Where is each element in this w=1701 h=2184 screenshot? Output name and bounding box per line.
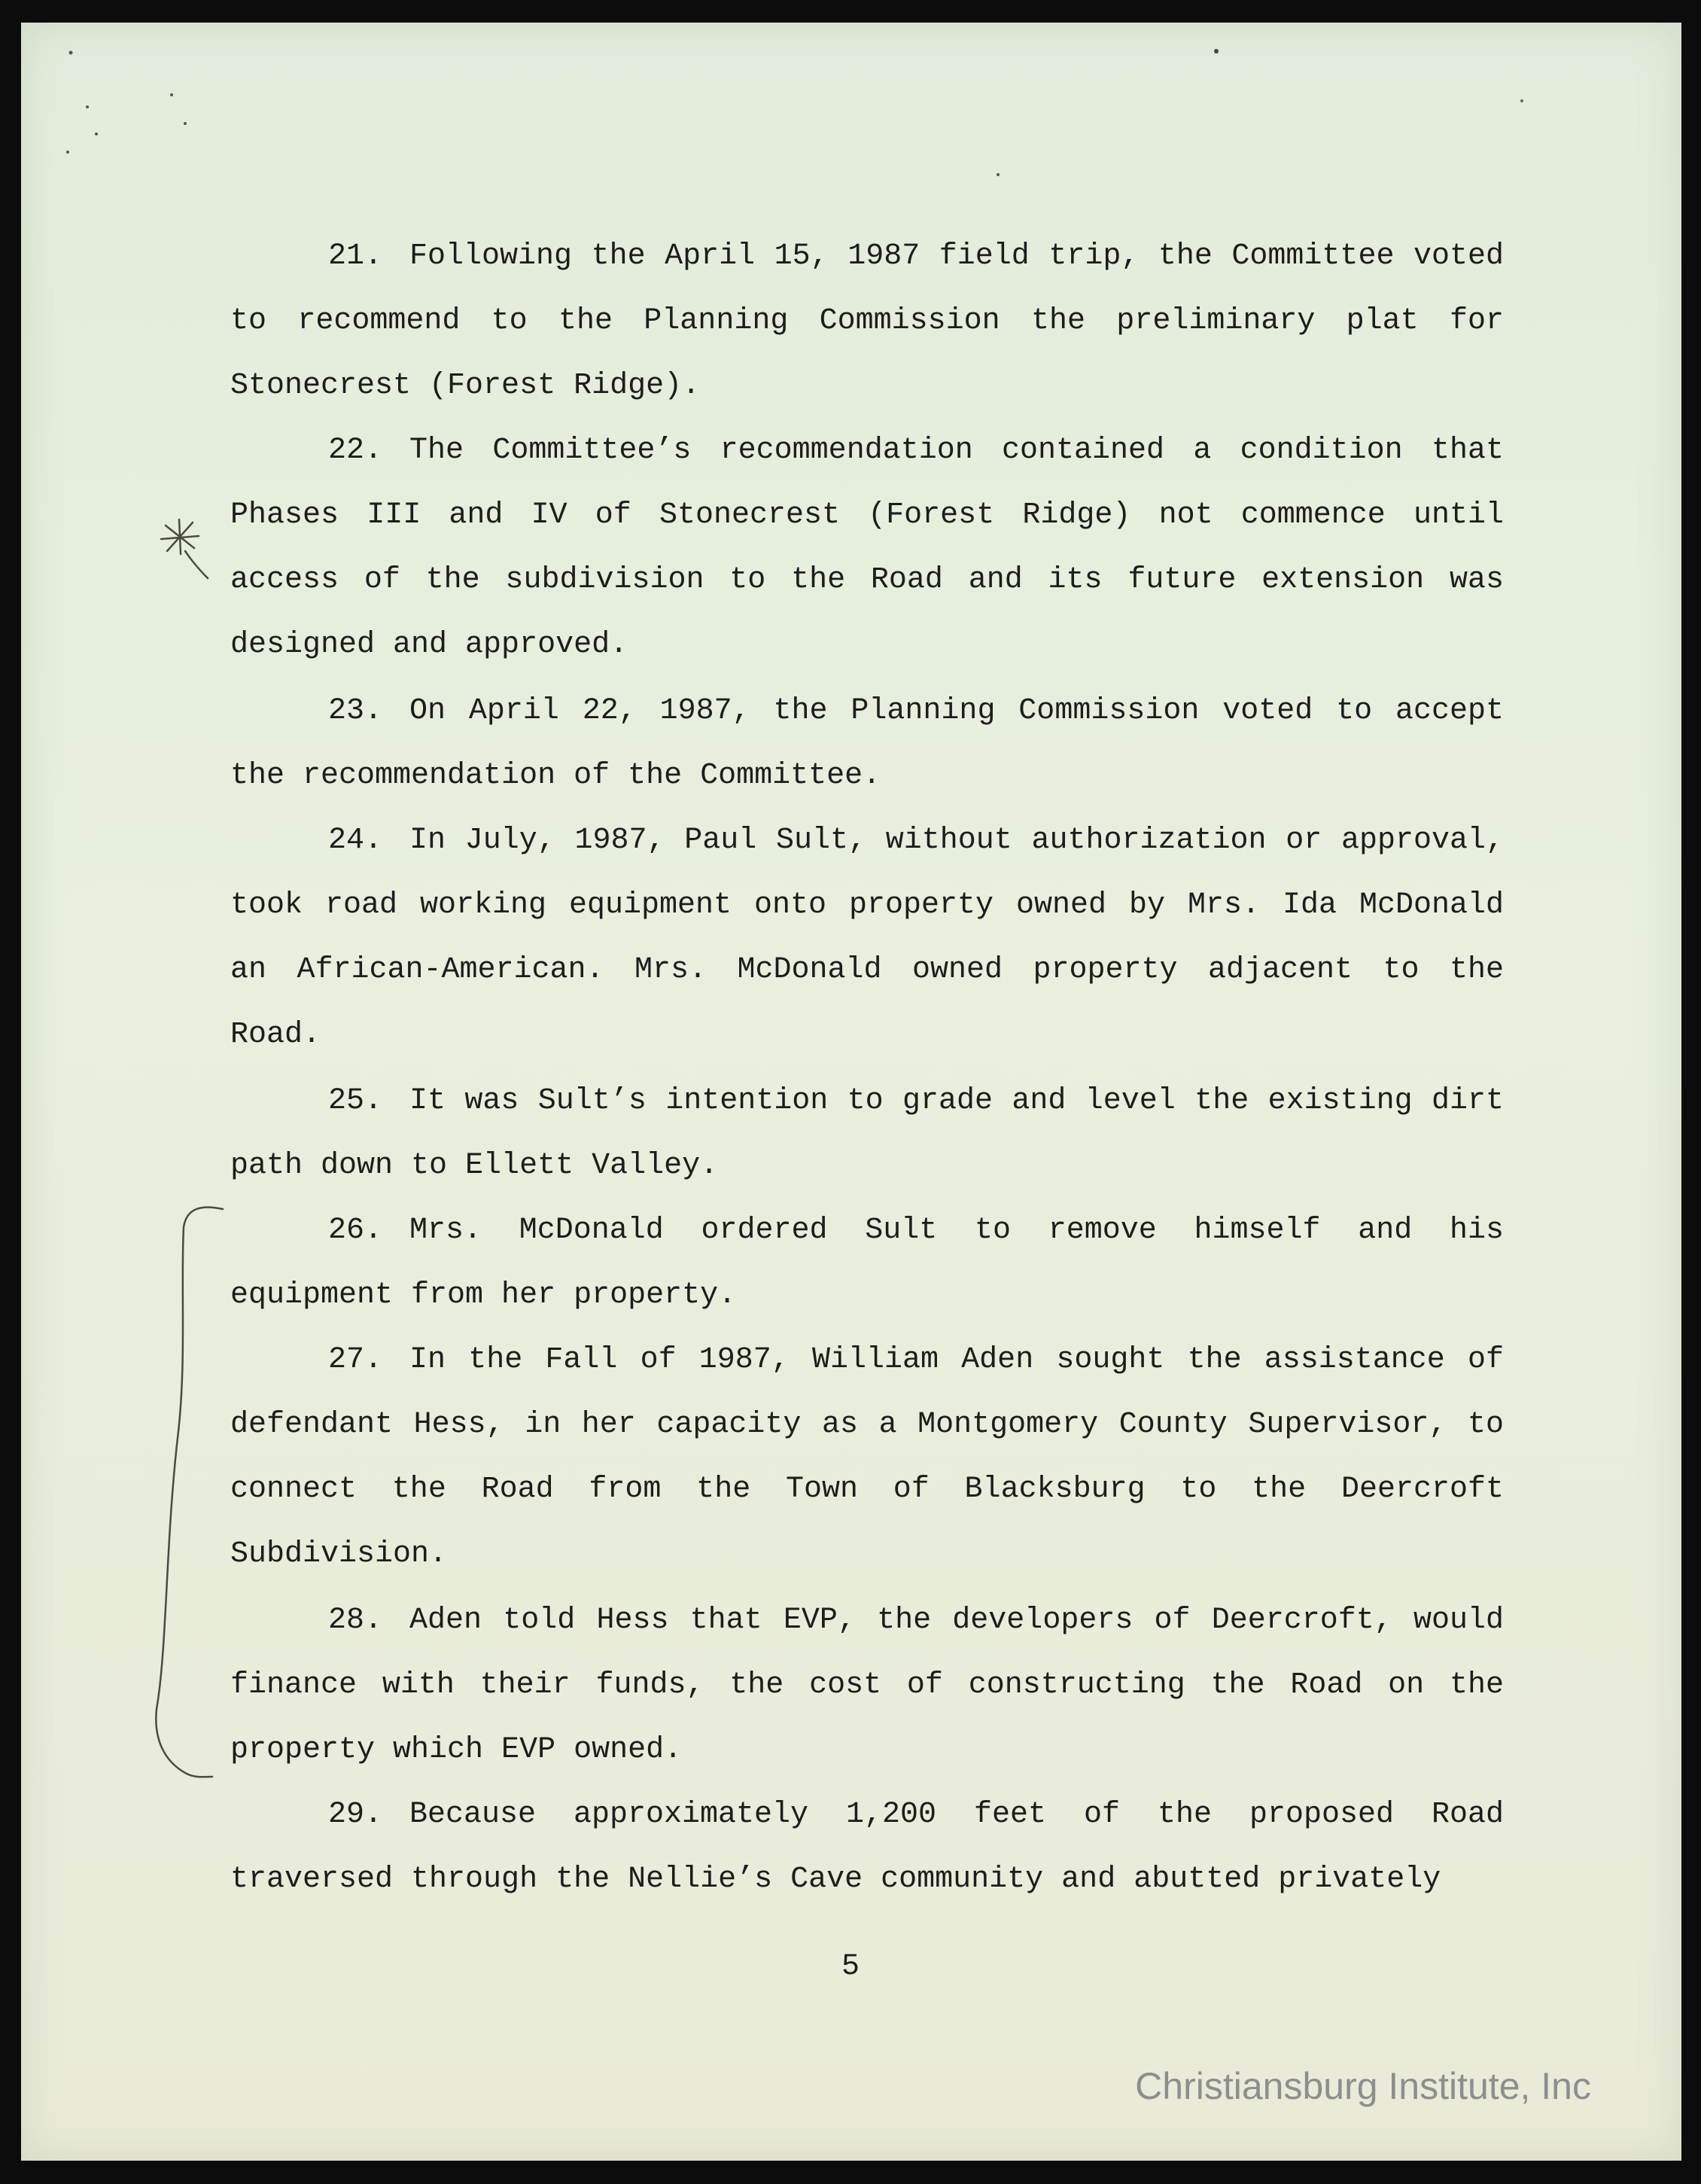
paragraph-number: 22. [328,434,383,468]
paragraph-number: 24. [328,824,383,857]
paragraph-text: The Committee’s recommendation contained a condition that Phases III and IV of Stonecrest (Forest Ridge) not commence until access of the subdivision to the Road and its future extension was designed and approved. [230,434,1504,662]
paragraph-number: 29. [328,1798,383,1832]
paragraph-21 [230,224,1504,419]
paragraph-26 [230,1199,1504,1328]
document-page [21,23,1681,2161]
paragraph-number: 25. [328,1084,383,1118]
paragraph-text: On April 22, 1987, the Planning Commission voted to accept the recommendation of the Committee. [230,694,1504,793]
paragraph-text: Mrs. McDonald ordered Sult to remove himself and his equipment from her property. [230,1214,1504,1312]
paragraph-23 [230,679,1504,809]
paragraph-27 [230,1328,1504,1587]
paragraph-text: Aden told Hess that EVP, the developers of Deercroft, would finance with their funds, the cost of constructing the Road on the property which EVP owned. [230,1604,1504,1767]
paragraph-number: 21. [328,239,383,273]
page-number: 5 [841,1950,860,1984]
paragraph-number: 26. [328,1214,383,1247]
paragraph-text: Because approximately 1,200 feet of the proposed Road traversed through the Nellie’s Cave community and abutted privately [230,1798,1504,1896]
paragraph-number: 27. [328,1343,383,1377]
paragraph-text: In the Fall of 1987, William Aden sought the assistance of defendant Hess, in her capacity as a Montgomery County Supervisor, to connect the Road from the Town of Blacksburg to the Deercroft Subdivision. [230,1343,1504,1571]
watermark: Christiansburg Institute, Inc [1135,2065,1591,2107]
paragraph-text: Following the April 15, 1987 field trip, the Committee voted to recommend to the Planning Commission the preliminary plat for Stonecrest (Forest Ridge). [230,239,1504,403]
paragraph-28 [230,1589,1504,1783]
paragraph-number: 28. [328,1604,383,1637]
paragraph-25 [230,1069,1504,1199]
document-body [21,23,1681,2161]
paragraph-24 [230,809,1504,1068]
paragraph-29 [230,1783,1504,1912]
paragraph-number: 23. [328,694,383,728]
paragraph-text: In July, 1987, Paul Sult, without authorization or approval, took road working equipment onto property owned by Mrs. Ida McDonald an African-American. Mrs. McDonald owned property adjacent to the Road. [230,824,1504,1052]
paragraph-22 [230,419,1504,678]
paragraph-text: It was Sult’s intention to grade and level the existing dirt path down to Ellett Valley. [230,1084,1504,1183]
